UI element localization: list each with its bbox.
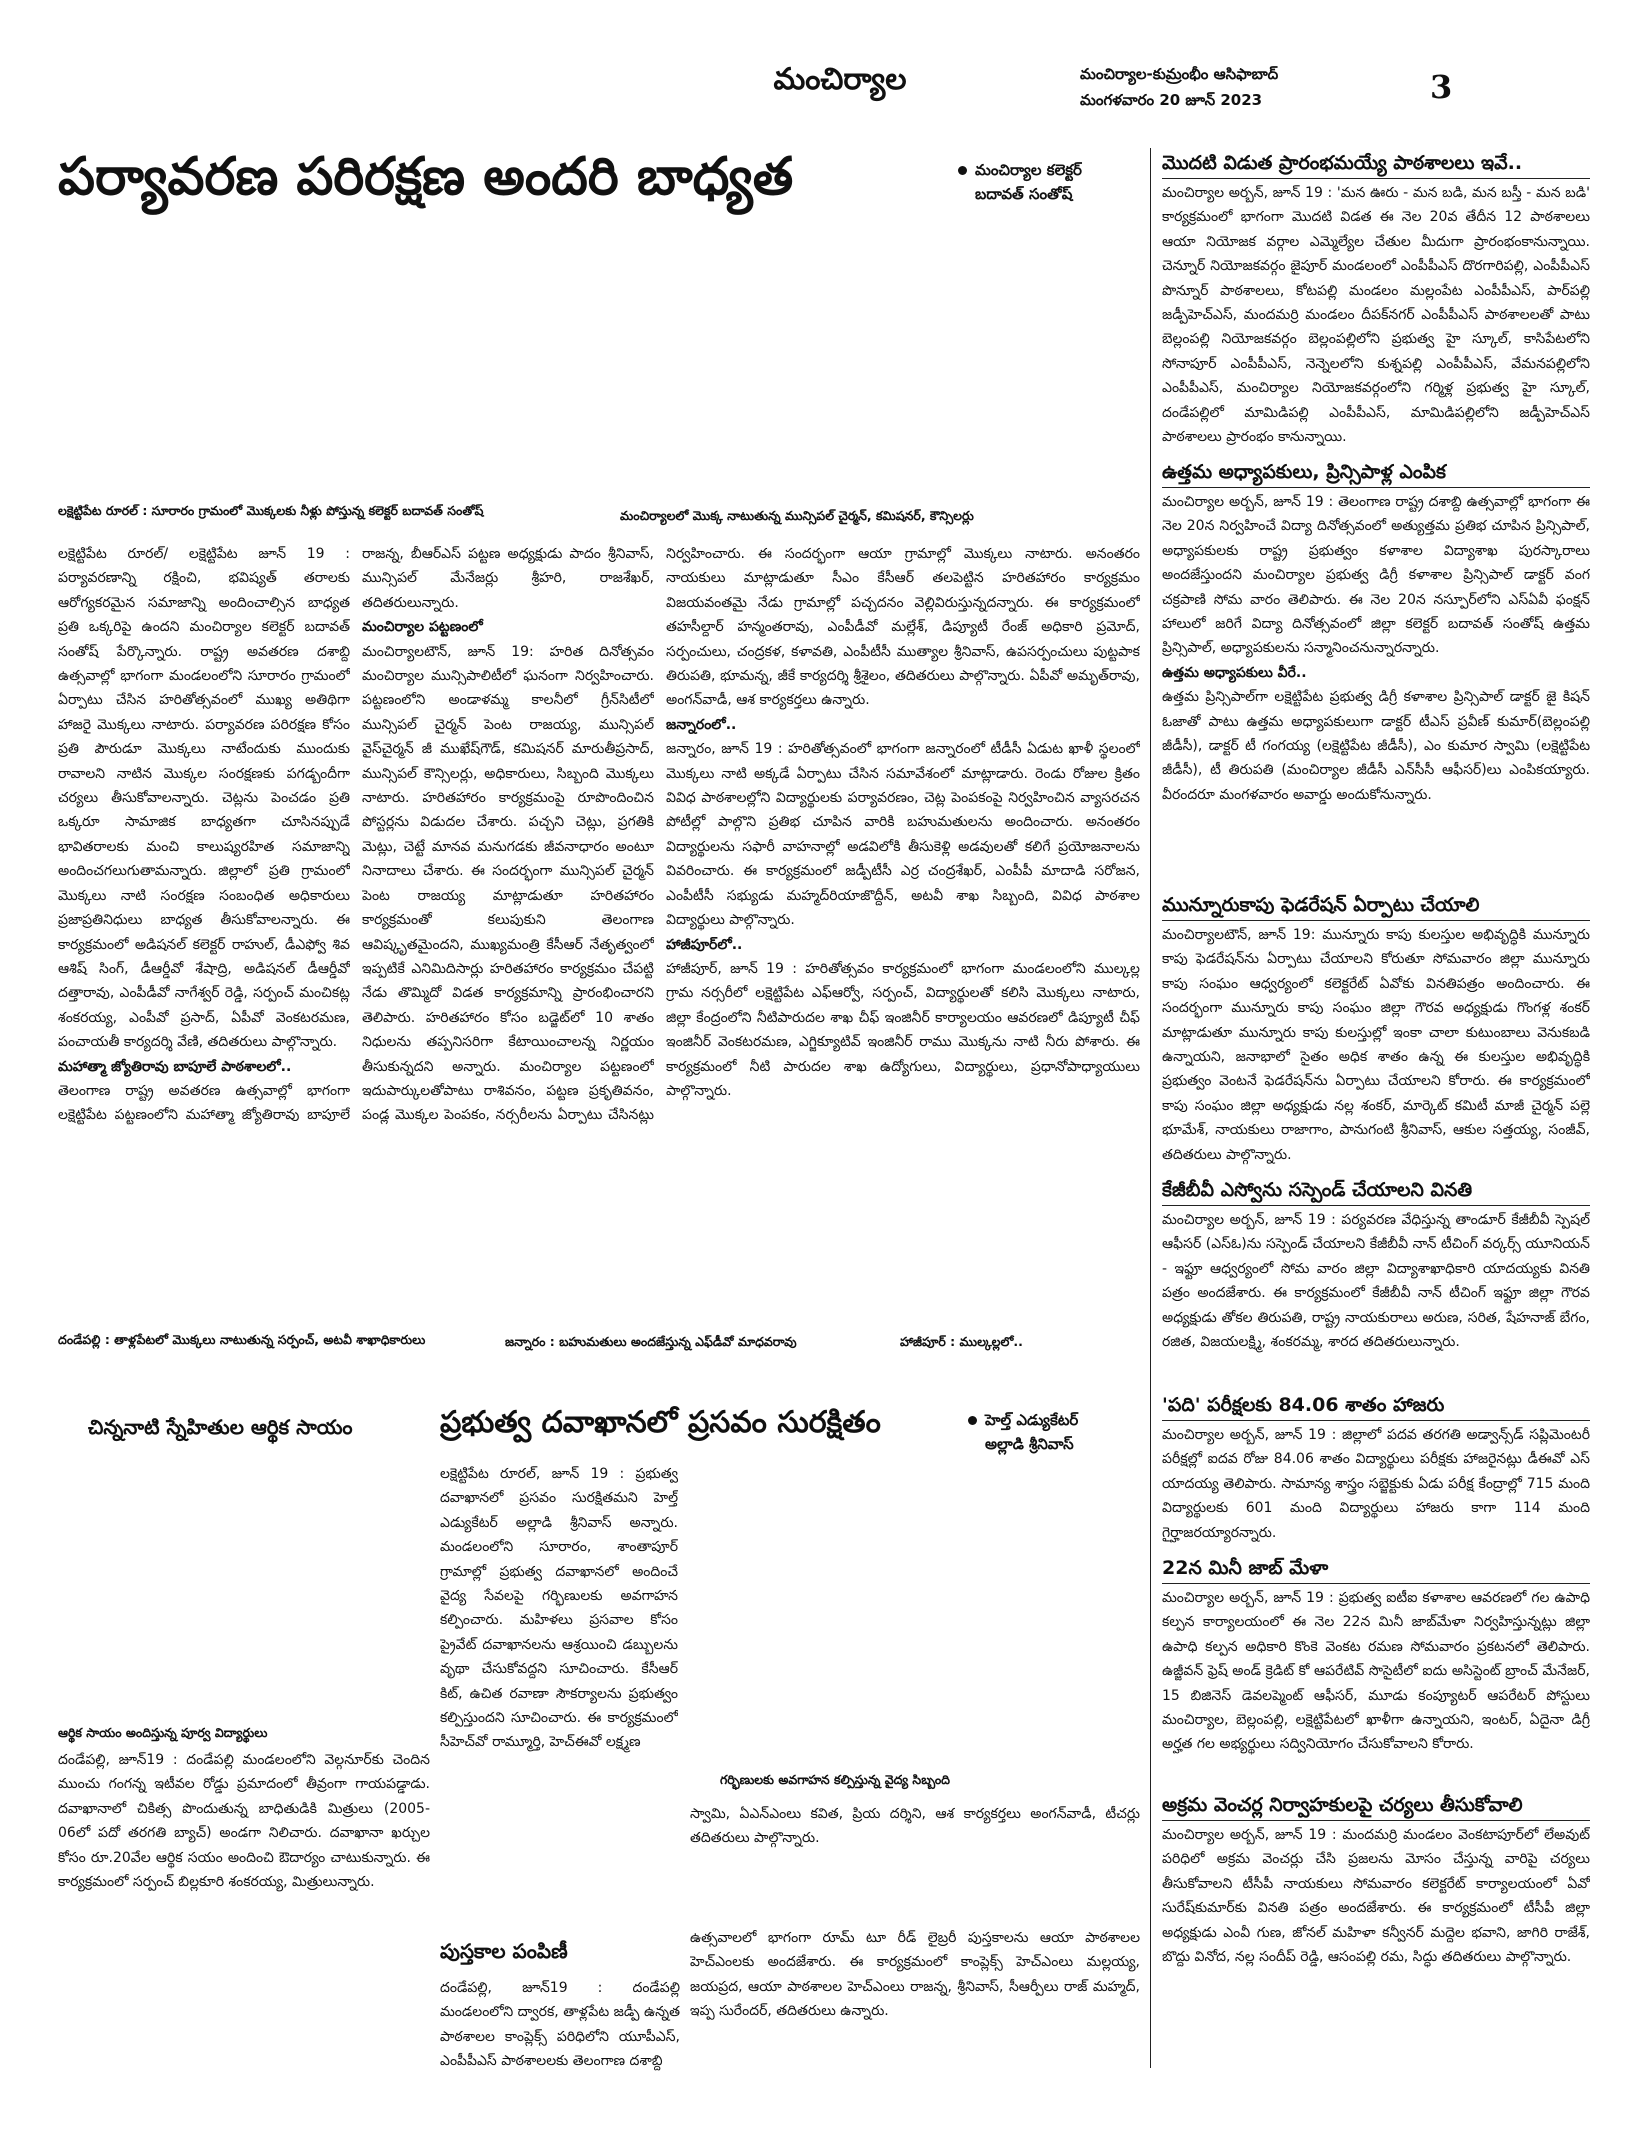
rc-title-3: మున్నూరుకాపు ఫెడరేషన్ ఏర్పాటు చేయాలి <box>1162 894 1480 916</box>
rc-rule-1 <box>1162 178 1590 179</box>
rc-text-2a: మంచిర్యాల అర్బన్, జూన్ 19 : తెలంగాణ రాష్ట్ర దశాబ్ది ఉత్సవాల్లో భాగంగా ఈ నెల 20న నిర్వహించే విద్యా దినోత్సవంలో అత్యుత్తమ ప్రతిభ చూపిన ప్రిన్సిపాల్, అధ్యాపకులకు రాష్ట్ర ప్రభుత్వం కళాశాల విద్యాశాఖ పురస్కారాలు అందజేస్తుందని మంచిర్యాల ప్రభుత్వ డిగ్రీ కళాశాల ప్రిన్సిపాల్ డాక్టర్ వంగ చక్రపాణి సోమ వారం తెలిపారు. ఈ నెల 20న నస్పూర్‌లోని ఎస్ఏవీ ఫంక్షన్ హాలులో జరిగే విద్యా దినోత్సవంలో జిల్లా కలెక్టర్ బదావత్ సంతోష్ ఉత్తమ ప్రిన్సిపాల్, అధ్యాపకులను సన్మానించనున్నారన్నారు. <box>1162 494 1590 657</box>
books-text-a: దండేపల్లి, జూన్19 : దండేపల్లి మండలంలోని ద్వారక, తాళ్లపేట జడ్పీ ఉన్నత పాఠశాలల కాంప్లెక్స్ పరిధిలోని యూపీఎస్, ఎంపీపీఎస్ పాఠశాలలకు తెలంగాణ దశాబ్ది <box>440 1980 680 2070</box>
rc-rule-2 <box>1162 487 1590 488</box>
books-title: పుస్తకాల పంపిణీ <box>440 1939 568 1963</box>
hospital-text-b: స్వామి, ఏఎన్ఎంలు కవిత, ప్రియ దర్శిని, ఆశ కార్యకర్తలు అంగన్‌వాడీ, టీచర్లు తదితరులు పాల్గొన్నారు. <box>690 1806 1140 1847</box>
lead-column-1 <box>58 542 350 1127</box>
photo-dandepalli <box>58 1140 478 1320</box>
lead-col2b-text: మంచిర్యాలటౌన్, జూన్ 19: హరిత దినోత్సవం మంచిర్యాల మున్సిపాలిటీలో ఘనంగా నిర్వహించారు. పట్టణంలోని అండాళమ్మ కాలనీలో గ్రీన్‌సిటీలో మున్సిపల్ చైర్మన్ పెంట రాజయ్య, మున్సిపల్ వైస్‌చైర్మన్ జీ ముఖేష్‌గౌడ్, కమిషనర్ మారుతీప్రసాద్, మున్సిపల్ కౌన్సిలర్లు, అధికారులు, సిబ్బంది మొక్కలు నాటారు. హరితహారం కార్యక్రమంపై రూపొందించిన పోస్టర్లను విడుదల చేశారు. పచ్చని చెట్లు, ప్రగతికి మెట్లు, చెట్టే మానవ మనుగడకు జీవనాధారం అంటూ నినాదాలు చేశారు. ఈ సందర్భంగా మున్సిపల్ చైర్మన్ పెంట రాజయ్య మాట్లాడుతూ హరితహారం కార్యక్రమంతో కలుపుకుని తెలంగాణ ఆవిష్కృతమైందని, ముఖ్యమంత్రి కేసీఆర్ నేతృత్వంలో ఇప్పటికే ఎనిమిదిసార్లు హరితహారం కార్యక్రమం చేపట్టి నేడు తొమ్మిదో విడత కార్యక్రమాన్ని ప్రారంభించారని తెలిపారు. హరితహారం కోసం బడ్జెట్‌లో 10 శాతం నిధులను తప్పనిసరిగా కేటాయించాలన్న నిర్ణయం తీసుకున్నదని అన్నారు. మంచిర్యాల పట్టణంలో ఇదుపార్కులతోపాటు రాశివనం, పట్టణ ప్రకృతివనం, పండ్ల మొక్కల పెంపకం, నర్సరీలను ఏర్పాటు చేసినట్లు <box>362 643 654 1124</box>
lead-subhead-phule: మహాత్మా జ్యోతిరావు బాపూలే పాఠశాలలో.. <box>58 1058 292 1075</box>
hospital-caption: గర్భిణులకు అవగాహన కల్పిస్తున్న వైద్య సిబ్బంది <box>720 1772 951 1787</box>
rc-text-2b: ఉత్తమ ప్రిన్సిపాల్‌గా లక్షెట్టిపేట ప్రభుత్వ డిగ్రీ కళాశాల ప్రిన్సిపాల్ డాక్టర్ జై కిషన్ ఓజాతో పాటు ఉత్తమ అధ్యాపకులుగా డాక్టర్ టీఎస్ ప్రవీణ్ కుమార్(బెల్లంపల్లి జీడీసీ), డాక్టర్ టీ గంగయ్య (లక్షెట్టిపేట జీడీసీ), ఎం కుమార స్వామి (లక్షెట్టిపేట జీడీసీ), టీ తిరుపతి (మంచిర్యాల జీడీసీ ఎన్‌సీసీ ఆఫీసర్)లు ఎంపికయ్యారు. వీరందరూ మంగళవారం అవార్డు అందుకోనున్నారు. <box>1162 689 1590 803</box>
masthead: మంచిర్యాల <box>773 62 907 97</box>
rc-text-3: మంచిర్యాలటౌన్, జూన్ 19: మున్నూరు కాపు కులస్తుల అభివృద్ధికి మున్నూరు కాపు ఫెడరేషన్‌ను ఏర్పాటు చేయాలని కోరుతూ సోమవారం జిల్లా మున్నూరు కాపు సంఘం ఆధ్వర్యంలో కలెక్టరేట్ ఏవోకు వినతిపత్రం అందించారు. ఈ సందర్భంగా మున్నూరు కాపు సంఘం జిల్లా గౌరవ అధ్యక్షుడు గొంగళ్ల శంకర్ మాట్లాడుతూ మున్నూరు కాపు కులస్తుల్లో ఇంకా చాలా కుటుంబాలు వెనుకబడి ఉన్నాయని, జనాభాలో సైతం అధిక శాతం ఉన్న ఈ కులస్తుల అభివృద్ధికి ప్రభుత్వం వెంటనే ఫెడరేషన్‌ను ఏర్పాటు చేయాలని కోరారు. ఈ కార్యక్రమంలో కాపు సంఘం జిల్లా అధ్యక్షుడు నల్ల శంకర్, మార్కెట్ కమిటీ మాజీ చైర్మన్ పల్లె భూమేశ్, నాయకులు రాజాగాం, పానుగంటి శ్రీనివాస్, ఆకుల సత్తయ్య, సంజీవ్, తదితరులు పాల్గొన్నారు. <box>1162 927 1590 1163</box>
caption-jannaram: జన్నారం : బహుమతులు అందజేస్తున్న ఎఫ్‌డీవో మాధవరావు <box>505 1334 797 1349</box>
page-number: 3 <box>1430 68 1453 106</box>
lead-col1b-text: తెలంగాణ రాష్ట్ర అవతరణ ఉత్సవాల్లో భాగంగా లక్షెట్టిపేట పట్టణంలోని మహాత్మా జ్యోతిరావు బాపూలే <box>58 1082 350 1124</box>
rc-text-5: మంచిర్యాల అర్బన్, జూన్ 19 : జిల్లాలో పదవ తరగతి అడ్వాన్స్‌డ్ సప్లిమెంటరీ పరీక్షల్లో ఐదవ రోజు 84.06 శాతం విద్యార్థులు పరీక్షకు హాజరైనట్లు డీఈవో ఎస్ యాదయ్య తెలిపారు. సామాన్య శాస్త్రం సబ్జెక్టుకు ఏడు పరీక్ష కేంద్రాల్లో 715 మంది విద్యార్థులకు 601 మంది విద్యార్థులు హాజరు కాగా 114 మంది గైర్హాజరయ్యారన్నారు. <box>1162 1427 1590 1541</box>
lead-byline <box>958 158 1138 214</box>
hospital-byline-role: హెల్త్ ఎడ్యుకేటర్ <box>985 1411 1079 1429</box>
right-column-divider <box>1150 148 1151 2068</box>
lead-photo-right <box>610 250 1140 490</box>
rc-text-6: మంచిర్యాల అర్బన్, జూన్ 19 : ప్రభుత్వ ఐటీఐ కళాశాల ఆవరణలో గల ఉపాధి కల్పన కార్యాలయంలో ఈ నెల 22న మినీ జాబ్‌మేళా నిర్వహిస్తున్నట్లు జిల్లా ఉపాధి కల్పన అధికారి కొంకె వెంకట రమణ సోమవారం ప్రకటనలో తెలిపారు. ఉజ్జీవన్ ఫ్రెష్ అండ్ క్రెడిట్ కో ఆపరేటివ్ సొసైటీలో ఐదు అసిస్టెంట్ బ్రాంచ్ మేనేజర్, 15 బిజినెస్ డెవలప్మెంట్ ఆఫీసర్, మూడు కంప్యూటర్ ఆపరేటర్ పోస్టులు మంచిర్యాల, బెల్లంపల్లి, లక్షెట్టిపేటలో ఖాళీగా ఉన్నాయని, ఇంటర్, ఏదైనా డిగ్రీ అర్హత గల అభ్యర్థులు సద్వినియోగం చేసుకోవాలని కోరారు. <box>1162 1590 1590 1753</box>
rc-title-6: 22న మినీ జాబ్ మేళా <box>1162 1557 1329 1579</box>
lead-column-3 <box>666 542 1140 1127</box>
photo-jannaram <box>490 1140 820 1320</box>
lead-caption-left: లక్షెట్టిపేట రూరల్ : సూరారం గ్రామంలో మొక్కలకు నీళ్లు పోస్తున్న కలెక్టర్ బదావత్ సంతోష్ <box>58 503 484 518</box>
caption-hajipur: హాజీపూర్ : ముల్కల్లలో.. <box>900 1334 1023 1349</box>
lead-col3c-text: హాజీపూర్, జూన్ 19 : హరితోత్సవం కార్యక్రమంలో భాగంగా మండలంలోని ముల్కల్ల గ్రామ నర్సరీలో లక్షెట్టిపేట ఎఫ్ఆర్వో, సర్పంచ్, విద్యార్థులతో కలిసి మొక్కలు నాటారు, జిల్లా కేంద్రంలోని నీటిపారుదల శాఖ చీఫ్ ఇంజినీర్ కార్యాలయం ఆవరణలో డిప్యూటీ చీఫ్ ఇంజినీర్ వెంకటరమణ, ఎగ్జిక్యూటివ్ ఇంజినీర్ రాము మొక్కను నాటి నీరు పోశారు. ఈ కార్యక్రమంలో నీటి పారుదల శాఖ ఉద్యోగులు, విద్యార్థులు, ప్రధానోపాధ్యాయులు పాల్గొన్నారు. <box>666 960 1140 1099</box>
lead-subhead-hajipur: హాజీపూర్‌లో.. <box>666 936 743 953</box>
rc-text-1: మంచిర్యాల అర్బన్, జూన్ 19 : 'మన ఊరు - మన బడి, మన బస్తీ - మన బడి' కార్యక్రమంలో భాగంగా మొదటి విడత ఈ నెల 20వ తేదీన 12 పాఠశాలలు ఆయా నియోజక వర్గాల ఎమ్మెల్యేల చేతుల మీదుగా ప్రారంభంకానున్నాయి. చెన్నూర్ నియోజకవర్గం జైపూర్ మండలంలో ఎంపీపీఎస్ దొరగారిపల్లి, ఎంపీపీఎస్ పొన్నూర్ పాఠశాలలు, కోటపల్లి మండలం మల్లంపేట ఎంపీపీఎస్, పార్‌పల్లి జడ్పీహెచ్ఎస్, మందమర్రి మండలం దీపక్‌నగర్ ఎంపీపీఎస్ పాఠశాలలతో పాటు బెల్లంపల్లి నియోజకవర్గం బెల్లంపల్లిలోని ప్రభుత్వ హై స్కూల్, కాసిపేటలోని సోనాపూర్ ఎంపీపీఎస్, నెన్నెలలోని కుశ్నపల్లి ఎంపీపీఎస్, వేమనపల్లిలోని ఎంపీపీఎస్, మంచిర్యాల నియోజకవర్గంలోని గర్మిళ్ల ప్రభుత్వ హై స్కూల్, దండేపల్లిలో మామిడిపల్లి ఎంపీపీఎస్, మామిడిపల్లిలోని జడ్పీహెచ్ఎస్ పాఠశాలలు ప్రారంభం కానున్నాయి. <box>1162 185 1590 446</box>
lead-column-2 <box>362 542 654 1127</box>
edition-line: మంచిర్యాల-కుమ్రంభీం ఆసిఫాబాద్ <box>1080 65 1279 83</box>
byline-name: బదావత్ సంతోష్ <box>975 185 1073 203</box>
lead-col1-text: లక్షెట్టిపేట రూరల్/ లక్షెట్టిపేట జూన్ 19 : పర్యావరణాన్ని రక్షించి, భవిష్యత్ తరాలకు ఆరోగ్యకరమైన సమాజాన్ని అందించాల్సిన బాధ్యత ప్రతి ఒక్కరిపై ఉందని మంచిర్యాల కలెక్టర్ బదావత్ సంతోష్ పేర్కొన్నారు. రాష్ట్ర అవతరణ దశాబ్ది ఉత్సవాల్లో భాగంగా మండలంలోని సూరారం గ్రామంలో ఏర్పాటు చేసిన హరితోత్సవంలో ముఖ్య అతిథిగా హాజరై మొక్కలు నాటారు. పర్యావరణ పరిరక్షణ కోసం ప్రతి పౌరుడూ మొక్కలు నాటేందుకు ముందుకు రావాలని నాటిన మొక్కల సంరక్షణకు పగడ్బందీగా చర్యలు తీసుకోవాలన్నారు. చెట్లను పెంచడం ప్రతి ఒక్కరూ సామాజిక బాధ్యతగా చూసినప్పుడే భావితరాలకు మంచి కాలుష్యరహిత సమాజాన్ని అందించగలుగుతామన్నారు. జిల్లాలో ప్రతి గ్రామంలో మొక్కలు నాటి సంరక్షణ సంబంధిత అధికారులు ప్రజాప్రతినిధులు బాధ్యత తీసుకోవాలన్నారు. ఈ కార్యక్రమంలో అడిషనల్ కలెక్టర్ రాహుల్, డీఎఫ్వో శివ ఆశిష్ సింగ్, డీఆర్డీవో శేషాద్రి, అడిషనల్ డీఆర్డీవో దత్తారావు, ఎంపీడీవో నాగేశ్వర్ రెడ్డి, సర్పంచ్ మంచికట్ల శంకరయ్య, ఎంపీవో ప్రసాద్, ఏపీవో వెంకటరమణ, పంచాయతీ కార్యదర్శి వేణి, తదితరులు పాల్గొన్నారు. <box>58 546 350 1051</box>
hospital-photo <box>690 1462 1140 1762</box>
bullet-icon <box>968 1416 977 1425</box>
rc-text-4: మంచిర్యాల అర్బన్, జూన్ 19 : పర్యవరణ వేధిస్తున్న తాండూర్ కేజీబీవీ స్పెషల్ ఆఫీసర్ (ఎస్ఓ)ను సస్పెండ్ చేయాలని కేజీబీవీ నాన్ టీచింగ్ వర్కర్స్ యూనియన్ - ఇఫ్టూ ఆధ్వర్యంలో సోమ వారం జిల్లా విద్యాశాఖాధికారి యాదయ్యకు వినతి పత్రం అందజేశారు. ఈ కార్యక్రమంలో కేజీబీవీ నాన్ టీచింగ్ ఇఫ్టూ జిల్లా గౌరవ అధ్యక్షుడు తోకల తిరుపతి, రాష్ట్ర నాయకురాలు అరుణ, సరిత, షేహనాజ్ బేగం, రజిత, విజయలక్ష్మి, శంకరమ్మ, శారద తదితరులున్నారు. <box>1162 1212 1590 1351</box>
lead-col2-text: రాజన్న, బీఆర్ఎస్ పట్టణ అధ్యక్షుడు పాదం శ్రీనివాస్, మున్సిపల్ మేనేజర్లు శ్రీహరి, రాజశేఖర్, తదితరులున్నారు. <box>362 546 654 611</box>
date-line: మంగళవారం 20 జూన్ 2023 <box>1080 91 1263 109</box>
rc-subhead-2: ఉత్తమ అధ్యాపకులు వీరే.. <box>1162 664 1307 681</box>
rc-rule-7 <box>1162 1820 1590 1821</box>
rc-title-7: అక్రమ వెంచర్ల నిర్వాహకులపై చర్యలు తీసుకోవాలి <box>1162 1794 1523 1816</box>
rc-rule-3 <box>1162 920 1590 921</box>
friends-photo <box>58 1460 430 1715</box>
rc-title-2: ఉత్తమ అధ్యాపకులు, ప్రిన్సిపాళ్ల ఎంపిక <box>1162 461 1446 483</box>
bullet-icon <box>958 166 967 175</box>
friends-caption: ఆర్థిక సాయం అందిస్తున్న పూర్వ విద్యార్థులు <box>58 1725 268 1740</box>
rc-text-2 <box>1162 490 1590 882</box>
right-column <box>1162 150 1590 2068</box>
lead-col3-text: నిర్వహించారు. ఈ సందర్భంగా ఆయా గ్రామాల్లో మొక్కలు నాటారు. అనంతరం నాయకులు మాట్లాడుతూ సీఎం కేసీఆర్ తలపెట్టిన హరితహారం కార్యక్రమం విజయవంతమై నేడు గ్రామాల్లో పచ్చదనం వెల్లివిరుస్తున్నదన్నారు. ఈ కార్యక్రమంలో తహసీల్దార్ హన్మంతరావు, ఎంపీడీవో మల్లేశ్, డిప్యూటీ రేంజ్ అధికారి ప్రమోద్, సర్పంచులు, చంద్రకళ, కళావతి, ఎంపీటీసీ ముత్యాల శ్రీనివాస్, ఉపసర్పంచులు పుట్టపాక తిరుపతి, భూమన్న, జీకే కార్యదర్శి శ్రీశైలం, తదితరులు పాల్గొన్నారు. ఏపీవో అమృత్‌రావు, అంగన్‌వాడీ, ఆశ కార్యకర్తలు ఉన్నారు. <box>666 546 1140 709</box>
byline-role: మంచిర్యాల కలెక్టర్ <box>975 161 1082 179</box>
hospital-headline: ప్రభుత్వ దవాఖానలో ప్రసవం సురక్షితం <box>440 1406 881 1440</box>
lead-headline: పర్యావరణ పరిరక్షణ అందరి బాధ్యత <box>58 148 794 207</box>
books-text-b: ఉత్సవాలలో భాగంగా రూమ్ టూ రీడ్ లైబ్రరీ పుస్తకాలను ఆయా పాఠశాలల హెచ్ఎంలకు అందజేశారు. ఈ కార్యక్రమంలో కాంప్లెక్స్ హెచ్ఎంలు మల్లయ్య, జయప్రద, ఆయా పాఠశాలల హెచ్ఎంలు రాజన్న, శ్రీనివాస్, సీఆర్పీలు రాజ్ మహ్మద్, ఇప్ప సురేందర్, తదితరులు ఉన్నారు. <box>690 1930 1140 2020</box>
rc-rule-4 <box>1162 1205 1590 1206</box>
lead-subhead-mancherial: మంచిర్యాల పట్టణంలో <box>362 619 483 636</box>
rc-title-4: కేజీబీవీ ఎస్వోను సస్పెండ్ చేయాలని వినతి <box>1162 1179 1473 1201</box>
rc-title-5: 'పది' పరీక్షలకు 84.06 శాతం హాజరు <box>1162 1394 1445 1416</box>
lead-photo-left <box>58 250 598 490</box>
hospital-byline <box>968 1408 1140 1460</box>
lead-caption-right: మంచిర్యాలలో మొక్క నాటుతున్న మున్సిపల్ చైర్మన్, కమిషనర్, కౌన్సిలర్లు <box>620 508 974 523</box>
rc-rule-5 <box>1162 1420 1590 1421</box>
lead-subhead-jannaram: జన్నారంలో.. <box>666 716 737 733</box>
hospital-text-a: లక్షెట్టిపేట రూరల్, జూన్ 19 : ప్రభుత్వ దవాఖానలో ప్రసవం సురక్షితమని హెల్త్ ఎడ్యుకేటర్ అల్లాడి శ్రీనివాస్ అన్నారు. మండలంలోని సూరారం, శాంతాపూర్ గ్రామాల్లో ప్రభుత్వ దవాఖానలో అందించే వైద్య సేవలపై గర్భిణులకు అవగాహన కల్పించారు. మహిళలు ప్రసవాల కోసం ప్రైవేట్ దవాఖానలను ఆశ్రయించి డబ్బులను వృథా చేసుకోవద్దని సూచించారు. కేసీఆర్ కిట్, ఉచిత రవాణా సౌకర్యాలను ప్రభుత్వం కల్పిస్తుందని సూచించారు. ఈ కార్యక్రమంలో సీహెచ్‌వో రామ్మూర్తి, హెచ్ఈవో లక్ష్మణ <box>440 1466 678 1751</box>
friends-text: దండేపల్లి, జూన్19 : దండేపల్లి మండలంలోని వెల్గనూర్‌కు చెందిన ముంచు గంగన్న ఇటీవల రోడ్డు ప్రమాదంలో తీవ్రంగా గాయపడ్డాడు. దవాఖానాలో చికిత్స పొందుతున్న బాధితుడికి మిత్రులు (2005-06లో పదో తరగతి బ్యాచ్) అండగా నిలిచారు. దవాఖానా ఖర్చుల కోసం రూ.20వేల ఆర్థిక సయం అందించి ఔదార్యం చాటుకున్నారు. ఈ కార్యక్రమంలో సర్పంచ్ బిల్లకూరి శంకరయ్య, మిత్రులున్నారు. <box>58 1752 430 1891</box>
rc-text-7: మంచిర్యాల అర్బన్, జూన్ 19 : మందమర్రి మండలం వెంకటాపూర్‌లో లేఅవుట్ పరిధిలో అక్రమ వెంచర్లు చేసి ప్రజలను మోసం చేస్తున్న వారిపై చర్యలు తీసుకోవాలని టీసీపీ నాయకులు సోమవారం కలెక్టరేట్ కార్యాలయంలో ఏవో సురేష్‌కుమార్‌కు వినతి పత్రం అందజేశారు. ఈ కార్యక్రమంలో టీసీపీ జిల్లా అధ్యక్షుడు ఎంవీ గుణ, జోనల్ మహిళా కన్వీనర్ మద్దెల భవాని, జాగిరి రాజేశ్, బొద్దు వినోద, నల్ల సందీప్ రెడ్డి, ఆసంపల్లి రమ, సిద్ధు తదితరులు పాల్గొన్నారు. <box>1162 1827 1590 1966</box>
rc-rule-6 <box>1162 1583 1590 1584</box>
lead-col3b-text: జన్నారం, జూన్ 19 : హరితోత్సవంలో భాగంగా జన్నారంలో టీడీసీ ఏడుట ఖాళీ స్థలంలో మొక్కలు నాటి అక్కడే ఏర్పాటు చేసిన సమావేశంలో మాట్లాడారు. రెండు రోజుల క్రితం వివిధ పాఠశాలల్లోని విద్యార్థులకు పర్యావరణం, చెట్ల పెంపకంపై నిర్వహించిన వ్యాసరచన పోటీల్లో పాల్గొని ప్రతిభ చూపిన వారికి బహుమతులను అందించారు. అనంతరం విద్యార్థులను సఫారీ వాహనాల్లో అడవిలోకి తీసుకెళ్లి అడవులతో కలిగే ప్రయోజనాలను వివరించారు. ఈ కార్యక్రమంలో జడ్పీటీసీ ఎర్ర చంద్రశేఖర్, ఎంపీపీ మాదాడి సరోజన, ఎంపీటీసీ సభ్యుడు మహ్మద్‌రియాజొద్దీన్, అటవీ శాఖ సిబ్బంది, వివిధ పాఠశాల విద్యార్థులు పాల్గొన్నారు. <box>666 741 1140 929</box>
hospital-byline-name: అల్లాడి శ్రీనివాస్ <box>985 1435 1074 1453</box>
photo-hajipur <box>830 1140 1140 1320</box>
caption-dandepalli: దండేపల్లి : తాళ్లపేటలో మొక్కలు నాటుతున్న సర్పంచ్, అటవీ శాఖాధికారులు <box>58 1332 426 1347</box>
friends-title: చిన్ననాటి స్నేహితుల ఆర్థిక సాయం <box>88 1415 353 1439</box>
rc-title-1: మొదటి విడుత ప్రారంభమయ్యే పాఠశాలలు ఇవే.. <box>1162 152 1523 174</box>
